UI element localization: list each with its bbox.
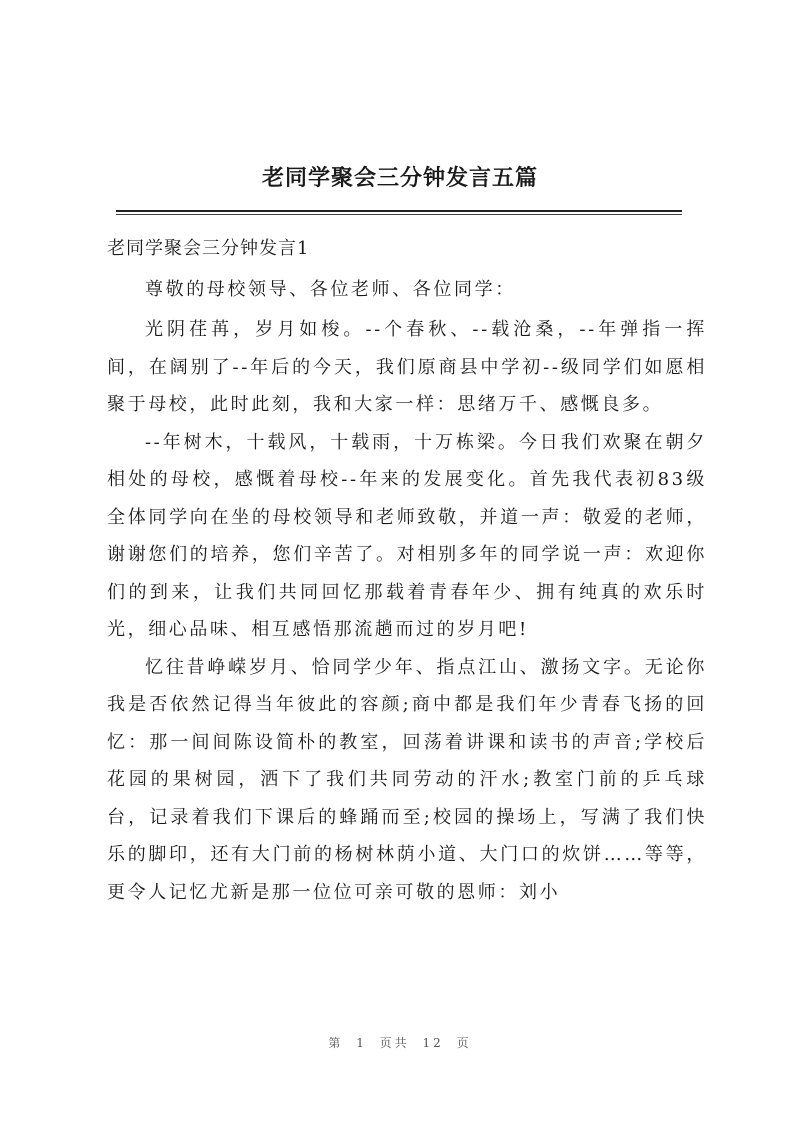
document-title: 老同学聚会三分钟发言五篇 <box>261 165 538 191</box>
section-heading: 老同学聚会三分钟发言1 <box>107 238 310 259</box>
page-footer: 第 1 页共 12 页 <box>328 1036 472 1050</box>
document-body <box>107 228 707 911</box>
paragraph-1: 光阴荏苒，岁月如梭。--个春秋、--载沧桑，--年弹指一挥间，在阔别了--年后的今天，我们原商县中学初--级同学们如愿相聚于母校，此时此刻，我和大家一样：思绪万千、感慨良多。 <box>107 319 707 415</box>
title-divider-thin <box>116 214 682 215</box>
paragraph-2: --年树木，十载风，十载雨，十万栋梁。今日我们欢聚在朝夕相处的母校，感慨着母校--年来的发展变化。首先我代表初83级全体同学向在坐的母校领导和老师致敬，并道一声：敬爱的老师，谢谢您们的培养，您们辛苦了。对相别多年的同学说一声：欢迎你们的到来，让我们共同回忆那载着青春年少、拥有纯真的欢乐时光，细心品味、相互感悟那流趟而过的岁月吧! <box>107 431 707 640</box>
paragraph-3: 忆往昔峥嵘岁月、恰同学少年、指点江山、激扬文字。无论你我是否依然记得当年彼此的容颜;商中都是我们年少青春飞扬的回忆：那一间间陈设简朴的教室，回荡着讲课和读书的声音;学校后花园的果树园，洒下了我们共同劳动的汗水;教室门前的乒乓球台，记录着我们下课后的蜂踊而至;校园的操场上，写满了我们快乐的脚印，还有大门前的杨树林荫小道、大门口的炊饼……等等，更令人记忆尤新是那一位位可亲可敬的恩师：刘小 <box>107 656 707 903</box>
paragraph-greeting: 尊敬的母校领导、各位老师、各位同学： <box>145 279 516 300</box>
title-divider <box>116 210 682 212</box>
